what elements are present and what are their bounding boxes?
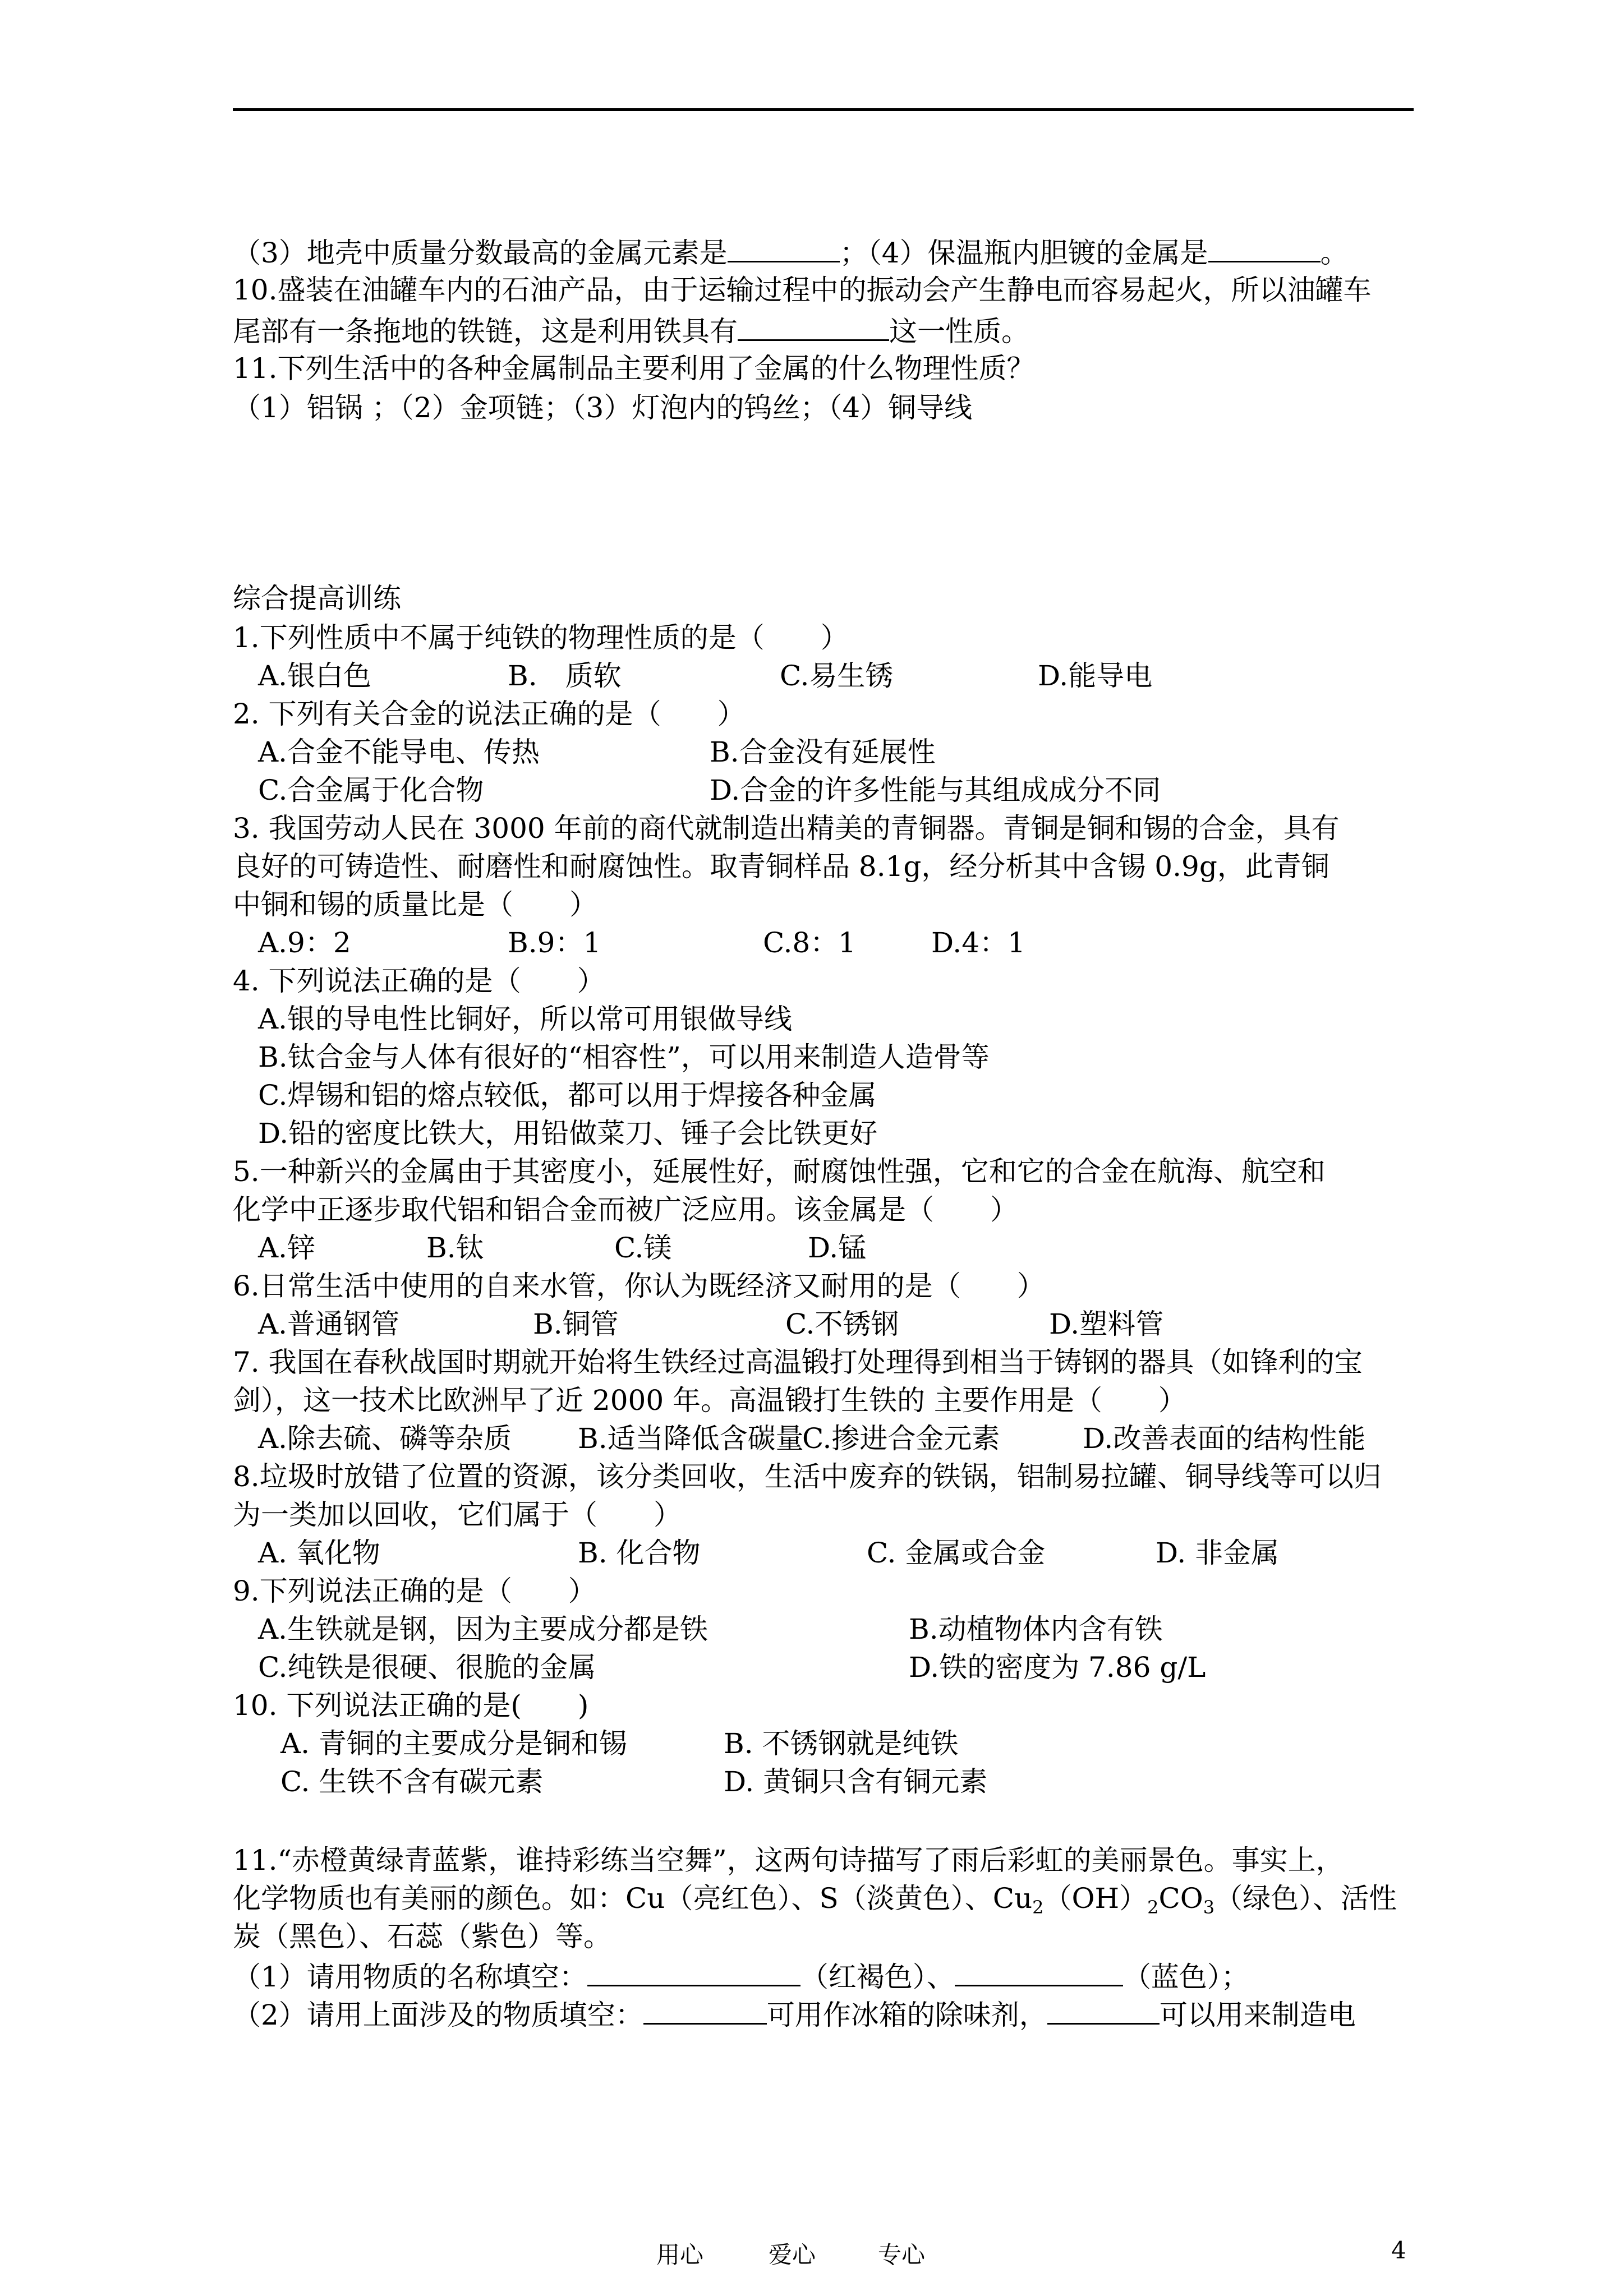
option-a: A.合金不能导电、传热	[258, 736, 540, 768]
text: 可用作冰箱的除味剂，	[766, 1999, 1047, 2031]
option-a: A. 氧化物	[258, 1537, 380, 1569]
question-9-continued	[233, 234, 1349, 270]
text: CO	[1158, 1882, 1203, 1915]
text: ；（4）保温瓶内胆镀的金属是	[839, 237, 1208, 269]
option-c: C.易生锈	[780, 660, 894, 692]
footer-text-3: 专心	[878, 2241, 926, 2269]
question-11-line2	[233, 1882, 1397, 1924]
question-11-line3: 炭（黑色）、石蕊（紫色）等。	[233, 1920, 611, 1953]
mc-question-7-line1: 7. 我国在春秋战国时期就开始将生铁经过高温锻打处理得到相当于铸钢的器具（如锋利的宝	[233, 1346, 1363, 1378]
question-11-line1: 11.“赤橙黄绿青蓝紫，谁持彩练当空舞”，这两句诗描写了雨后彩虹的美丽景色。事实上，	[233, 1844, 1344, 1877]
question-11-options: （1）铝锅 ；（2）金项链；（3）灯泡内的钨丝；（4）铜导线	[233, 391, 973, 424]
option-d: D.改善表面的结构性能	[1083, 1422, 1366, 1455]
option-a: A.银白色	[258, 660, 372, 692]
option-d: D. 黄铜只含有铜元素	[724, 1765, 988, 1798]
subscript: 2	[1147, 1897, 1159, 1918]
mc-question-10: 10. 下列说法正确的是( )	[233, 1689, 589, 1722]
option-b: B. 不锈钢就是纯铁	[724, 1727, 959, 1760]
question-11-part2	[233, 1996, 1356, 2032]
option-c: C.纯铁是很硬、很脆的金属	[258, 1651, 596, 1684]
text: （2）请用上面涉及的物质填空：	[233, 1999, 643, 2031]
text: （OH）	[1043, 1882, 1148, 1915]
option-c: C.镁	[614, 1232, 672, 1264]
header-rule	[233, 108, 1414, 111]
mc-question-9: 9.下列说法正确的是（ ）	[233, 1575, 596, 1607]
option-d: D.锰	[808, 1232, 867, 1264]
option-d: D.塑料管	[1049, 1308, 1164, 1340]
option-c: C.8：1	[763, 926, 856, 959]
subscript: 3	[1203, 1897, 1215, 1918]
text: 这一性质。	[889, 315, 1029, 348]
option-a: A.9：2	[258, 926, 351, 959]
answer-blank	[1208, 234, 1321, 262]
option-c: C.不锈钢	[785, 1308, 899, 1340]
option-b: B. 质软	[508, 660, 622, 692]
mc-question-5-line1: 5.一种新兴的金属由于其密度小，延展性好，耐腐蚀性强，它和它的合金在航海、航空和	[233, 1155, 1326, 1188]
page-number: 4	[1391, 2237, 1406, 2264]
mc-question-3-line2: 良好的可铸造性、耐磨性和耐腐蚀性。取青铜样品 8.1g，经分析其中含锡 0.9g，此青铜	[233, 850, 1329, 883]
option-c: C. 金属或合金	[867, 1537, 1046, 1569]
text: （3）地壳中质量分数最高的金属元素是	[233, 237, 728, 269]
question-11: 11.下列生活中的各种金属制品主要利用了金属的什么物理性质？	[233, 352, 1035, 385]
mc-question-5-line2: 化学中正逐步取代铝和铝合金而被广泛应用。该金属是（ ）	[233, 1193, 1018, 1226]
option-b: B.动植物体内含有铁	[909, 1613, 1163, 1645]
option-a: A.锌	[258, 1232, 316, 1264]
option-c: C. 生铁不含有碳元素	[280, 1765, 544, 1798]
text: （1）请用物质的名称填空：	[233, 1961, 587, 1993]
mc-question-3-line3: 中铜和锡的质量比是（ ）	[233, 888, 597, 921]
answer-blank	[643, 1996, 767, 2025]
section-title: 综合提高训练	[233, 582, 401, 615]
answer-blank	[1047, 1996, 1160, 2025]
text: 尾部有一条拖地的铁链，这是利用铁具有	[233, 315, 738, 348]
option-a: A.银的导电性比铜好，所以常可用银做导线	[258, 1003, 793, 1035]
option-b: B. 化合物	[578, 1537, 701, 1569]
answer-blank	[728, 234, 840, 262]
option-a: A.除去硫、磷等杂质	[258, 1422, 512, 1455]
mc-question-2: 2. 下列有关合金的说法正确的是（ ）	[233, 698, 746, 730]
mc-question-8-line1: 8.垃圾时放错了位置的资源，该分类回收，生活中废弃的铁锅，铝制易拉罐、铜导线等可以归	[233, 1460, 1382, 1493]
answer-blank	[955, 1958, 1123, 1986]
answer-blank	[587, 1958, 801, 1986]
option-b: B.钛	[426, 1232, 484, 1264]
option-b: B.铜管	[533, 1308, 619, 1340]
option-a: A. 青铜的主要成分是铜和锡	[280, 1727, 627, 1760]
question-10-line2	[233, 312, 1029, 348]
option-b: B.9：1	[508, 926, 601, 959]
option-b: B.适当降低含碳量	[578, 1422, 804, 1455]
text: （红褐色）、	[800, 1961, 955, 1993]
question-11-part1	[233, 1958, 1249, 1994]
mc-question-8-line2: 为一类加以回收，它们属于（ ）	[233, 1499, 682, 1531]
mc-question-4: 4. 下列说法正确的是（ ）	[233, 965, 605, 997]
option-c: C.掺进合金元素	[802, 1422, 1000, 1455]
option-d: D.能导电	[1038, 660, 1153, 692]
subscript: 2	[1032, 1897, 1044, 1918]
option-d: D.4：1	[931, 926, 1025, 959]
option-d: D. 非金属	[1156, 1537, 1280, 1569]
mc-question-6: 6.日常生活中使用的自来水管，你认为既经济又耐用的是（ ）	[233, 1270, 1045, 1302]
option-d: D.合金的许多性能与其组成成分不同	[710, 774, 1161, 806]
answer-blank	[738, 312, 889, 341]
option-d: D.铁的密度为 7.86 g/L	[909, 1651, 1206, 1684]
footer-text-1: 用心	[656, 2241, 704, 2269]
mc-question-1: 1.下列性质中不属于纯铁的物理性质的是（ ）	[233, 621, 849, 654]
option-b: B.钛合金与人体有很好的“相容性”，可以用来制造人造骨等	[258, 1041, 990, 1073]
mc-question-3-line1: 3. 我国劳动人民在 3000 年前的商代就制造出精美的青铜器。青铜是铜和锡的合金，具有	[233, 812, 1340, 845]
option-a: A.普通钢管	[258, 1308, 400, 1340]
text: 化学物质也有美丽的颜色。如：Cu（亮红色）、S（淡黄色）、Cu	[233, 1882, 1033, 1915]
mc-question-7-line2: 剑），这一技术比欧洲早了近 2000 年。高温锻打生铁的 主要作用是（ ）	[233, 1384, 1186, 1417]
text: （蓝色）；	[1122, 1961, 1249, 1993]
option-c: C.合金属于化合物	[258, 774, 484, 806]
option-a: A.生铁就是钢，因为主要成分都是铁	[258, 1613, 709, 1645]
option-b: B.合金没有延展性	[710, 736, 936, 768]
text: 可以用来制造电	[1159, 1999, 1356, 2031]
footer-text-2: 爱心	[769, 2241, 816, 2269]
option-c: C.焊锡和铝的熔点较低，都可以用于焊接各种金属	[258, 1079, 877, 1112]
question-10-line1: 10.盛装在油罐车内的石油产品，由于运输过程中的振动会产生静电而容易起火，所以油罐车	[233, 274, 1372, 306]
text: 。	[1320, 237, 1349, 269]
text: （绿色）、活性	[1214, 1882, 1397, 1915]
option-d: D.铅的密度比铁大，用铅做菜刀、锤子会比铁更好	[258, 1117, 878, 1150]
